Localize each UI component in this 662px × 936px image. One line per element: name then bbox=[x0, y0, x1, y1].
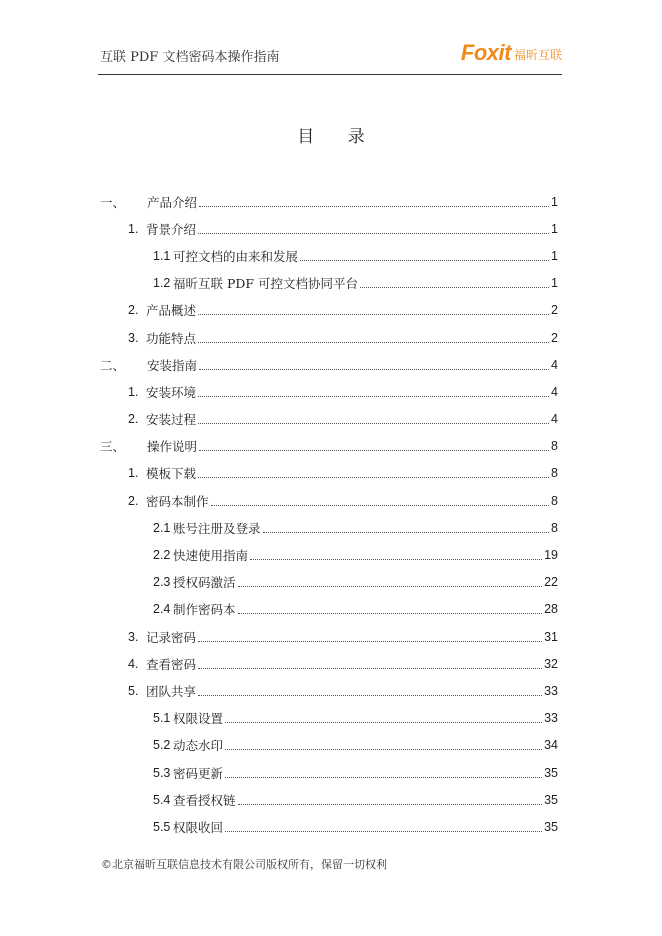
toc-entry[interactable] bbox=[100, 569, 558, 596]
toc-dot-leader bbox=[360, 286, 549, 288]
toc-entry-label: 背景介绍 bbox=[146, 221, 197, 237]
toc-entry[interactable] bbox=[100, 786, 558, 813]
toc-entry-page: 8 bbox=[551, 439, 558, 454]
toc-entry[interactable] bbox=[100, 351, 558, 378]
toc-dot-leader bbox=[198, 232, 549, 234]
toc-entry-page: 1 bbox=[551, 194, 558, 209]
toc-entry-label: 功能特点 bbox=[146, 330, 197, 346]
toc-entry-page: 4 bbox=[551, 412, 558, 427]
toc-entry-label: 产品概述 bbox=[146, 303, 197, 319]
table-of-contents bbox=[100, 188, 558, 841]
toc-entry[interactable] bbox=[100, 705, 558, 732]
toc-entry-page: 33 bbox=[544, 711, 558, 726]
toc-entry-page: 1 bbox=[551, 248, 558, 263]
toc-entry-page: 19 bbox=[544, 548, 558, 563]
toc-entry-page: 28 bbox=[544, 602, 558, 617]
toc-entry-number: 1.1 bbox=[153, 248, 171, 263]
toc-dot-leader bbox=[225, 748, 542, 750]
toc-entry-label: 查看授权链 bbox=[173, 792, 236, 808]
toc-entry[interactable] bbox=[100, 623, 558, 650]
toc-entry-label: 权限设置 bbox=[173, 711, 224, 727]
toc-dot-leader bbox=[238, 585, 543, 587]
toc-entry-label: 模板下载 bbox=[146, 466, 197, 482]
toc-entry[interactable] bbox=[100, 541, 558, 568]
toc-entry-number: 1. bbox=[128, 221, 139, 236]
toc-entry-page: 31 bbox=[544, 629, 558, 644]
toc-dot-leader bbox=[198, 313, 549, 315]
toc-entry-page: 4 bbox=[551, 357, 558, 372]
toc-entry[interactable] bbox=[100, 242, 558, 269]
toc-entry[interactable] bbox=[100, 487, 558, 514]
toc-dot-leader bbox=[199, 449, 549, 451]
toc-entry-label: 查看密码 bbox=[146, 656, 197, 672]
toc-entry-page: 1 bbox=[551, 276, 558, 291]
toc-entry[interactable] bbox=[100, 813, 558, 840]
toc-dot-leader bbox=[199, 368, 549, 370]
toc-entry-number: 二、 bbox=[100, 357, 126, 373]
toc-entry-page: 2 bbox=[551, 330, 558, 345]
toc-entry-number: 5.5 bbox=[153, 819, 171, 834]
toc-entry-page: 1 bbox=[551, 221, 558, 236]
toc-entry-number: 2. bbox=[128, 493, 139, 508]
toc-entry-page: 32 bbox=[544, 656, 558, 671]
toc-entry-label: 安装环境 bbox=[146, 384, 197, 400]
toc-entry-label: 快速使用指南 bbox=[173, 548, 249, 564]
toc-entry-page: 22 bbox=[544, 575, 558, 590]
toc-entry-page: 2 bbox=[551, 303, 558, 318]
toc-entry-label: 账号注册及登录 bbox=[173, 520, 261, 536]
toc-entry-label: 记录密码 bbox=[146, 629, 197, 645]
page-header bbox=[98, 40, 562, 75]
toc-dot-leader bbox=[250, 558, 542, 560]
toc-entry-number: 1.2 bbox=[153, 276, 171, 291]
copyright-footer: ©北京福昕互联信息技术有限公司版权所有，保留一切权利 bbox=[101, 858, 387, 871]
toc-entry[interactable] bbox=[100, 270, 558, 297]
toc-entry-number: 1. bbox=[128, 384, 139, 399]
toc-entry-label: 福昕互联 PDF 可控文档协同平台 bbox=[173, 276, 359, 292]
toc-entry[interactable] bbox=[100, 596, 558, 623]
toc-entry-page: 35 bbox=[544, 792, 558, 807]
toc-dot-leader bbox=[198, 694, 542, 696]
toc-entry[interactable] bbox=[100, 650, 558, 677]
toc-entry-label: 可控文档的由来和发展 bbox=[173, 248, 299, 264]
toc-entry[interactable] bbox=[100, 188, 558, 215]
logo-chinese-text: 福昕互联 bbox=[513, 48, 562, 62]
toc-entry[interactable] bbox=[100, 378, 558, 405]
toc-dot-leader bbox=[199, 205, 549, 207]
toc-entry-label: 操作说明 bbox=[147, 439, 198, 455]
toc-entry-label: 团队共享 bbox=[146, 683, 197, 699]
toc-entry-label: 安装指南 bbox=[147, 357, 198, 373]
toc-entry-number: 2. bbox=[128, 303, 139, 318]
toc-entry-number: 一、 bbox=[100, 194, 126, 210]
toc-dot-leader bbox=[238, 803, 543, 805]
toc-entry-page: 4 bbox=[551, 384, 558, 399]
toc-entry-number: 3. bbox=[128, 330, 139, 345]
toc-dot-leader bbox=[263, 531, 550, 533]
toc-entry-number: 5.3 bbox=[153, 765, 171, 780]
toc-entry[interactable] bbox=[100, 324, 558, 351]
toc-dot-leader bbox=[225, 830, 542, 832]
toc-dot-leader bbox=[225, 776, 542, 778]
toc-dot-leader bbox=[198, 667, 542, 669]
toc-entry-number: 2.2 bbox=[153, 548, 171, 563]
toc-entry[interactable] bbox=[100, 433, 558, 460]
toc-dot-leader bbox=[211, 504, 550, 506]
toc-entry-label: 制作密码本 bbox=[173, 602, 236, 618]
toc-entry-label: 安装过程 bbox=[146, 412, 197, 428]
toc-entry[interactable] bbox=[100, 732, 558, 759]
toc-entry[interactable] bbox=[100, 215, 558, 242]
toc-dot-leader bbox=[198, 341, 549, 343]
toc-dot-leader bbox=[198, 476, 549, 478]
toc-entry-number: 1. bbox=[128, 466, 139, 481]
toc-entry-label: 权限收回 bbox=[173, 819, 224, 835]
foxit-logo bbox=[461, 40, 562, 66]
toc-entry-label: 密码更新 bbox=[173, 765, 224, 781]
toc-entry[interactable] bbox=[100, 677, 558, 704]
toc-dot-leader bbox=[198, 422, 549, 424]
toc-heading: 目 录 bbox=[297, 127, 379, 147]
logo-brand-text: Foxit bbox=[460, 40, 511, 65]
toc-entry-number: 2.4 bbox=[153, 602, 171, 617]
toc-entry-page: 8 bbox=[551, 520, 558, 535]
toc-entry-number: 5.4 bbox=[153, 792, 171, 807]
toc-entry[interactable] bbox=[100, 297, 558, 324]
toc-entry-label: 产品介绍 bbox=[147, 194, 198, 210]
toc-entry-number: 三、 bbox=[100, 439, 126, 455]
toc-entry-number: 2. bbox=[128, 412, 139, 427]
toc-entry[interactable] bbox=[100, 514, 558, 541]
toc-entry[interactable] bbox=[100, 759, 558, 786]
toc-entry-number: 5.2 bbox=[153, 738, 171, 753]
toc-dot-leader bbox=[238, 612, 543, 614]
toc-dot-leader bbox=[198, 640, 542, 642]
document-title: 互联 PDF 文档密码本操作指南 bbox=[100, 50, 280, 65]
toc-entry-number: 4. bbox=[128, 656, 139, 671]
toc-entry-label: 授权码激活 bbox=[173, 575, 236, 591]
toc-entry-page: 35 bbox=[544, 765, 558, 780]
toc-entry-number: 2.3 bbox=[153, 575, 171, 590]
toc-dot-leader bbox=[300, 259, 549, 261]
toc-entry[interactable] bbox=[100, 406, 558, 433]
toc-entry-page: 34 bbox=[544, 738, 558, 753]
toc-entry-page: 33 bbox=[544, 683, 558, 698]
toc-entry-page: 35 bbox=[544, 819, 558, 834]
toc-entry-label: 动态水印 bbox=[173, 738, 224, 754]
toc-entry-number: 3. bbox=[128, 629, 139, 644]
toc-entry-page: 8 bbox=[551, 493, 558, 508]
toc-dot-leader bbox=[198, 395, 549, 397]
toc-entry-number: 5. bbox=[128, 683, 139, 698]
toc-entry-number: 2.1 bbox=[153, 520, 171, 535]
toc-entry-page: 8 bbox=[551, 466, 558, 481]
toc-entry-label: 密码本制作 bbox=[146, 493, 209, 509]
toc-entry[interactable] bbox=[100, 460, 558, 487]
toc-dot-leader bbox=[225, 721, 542, 723]
toc-entry-number: 5.1 bbox=[153, 711, 171, 726]
